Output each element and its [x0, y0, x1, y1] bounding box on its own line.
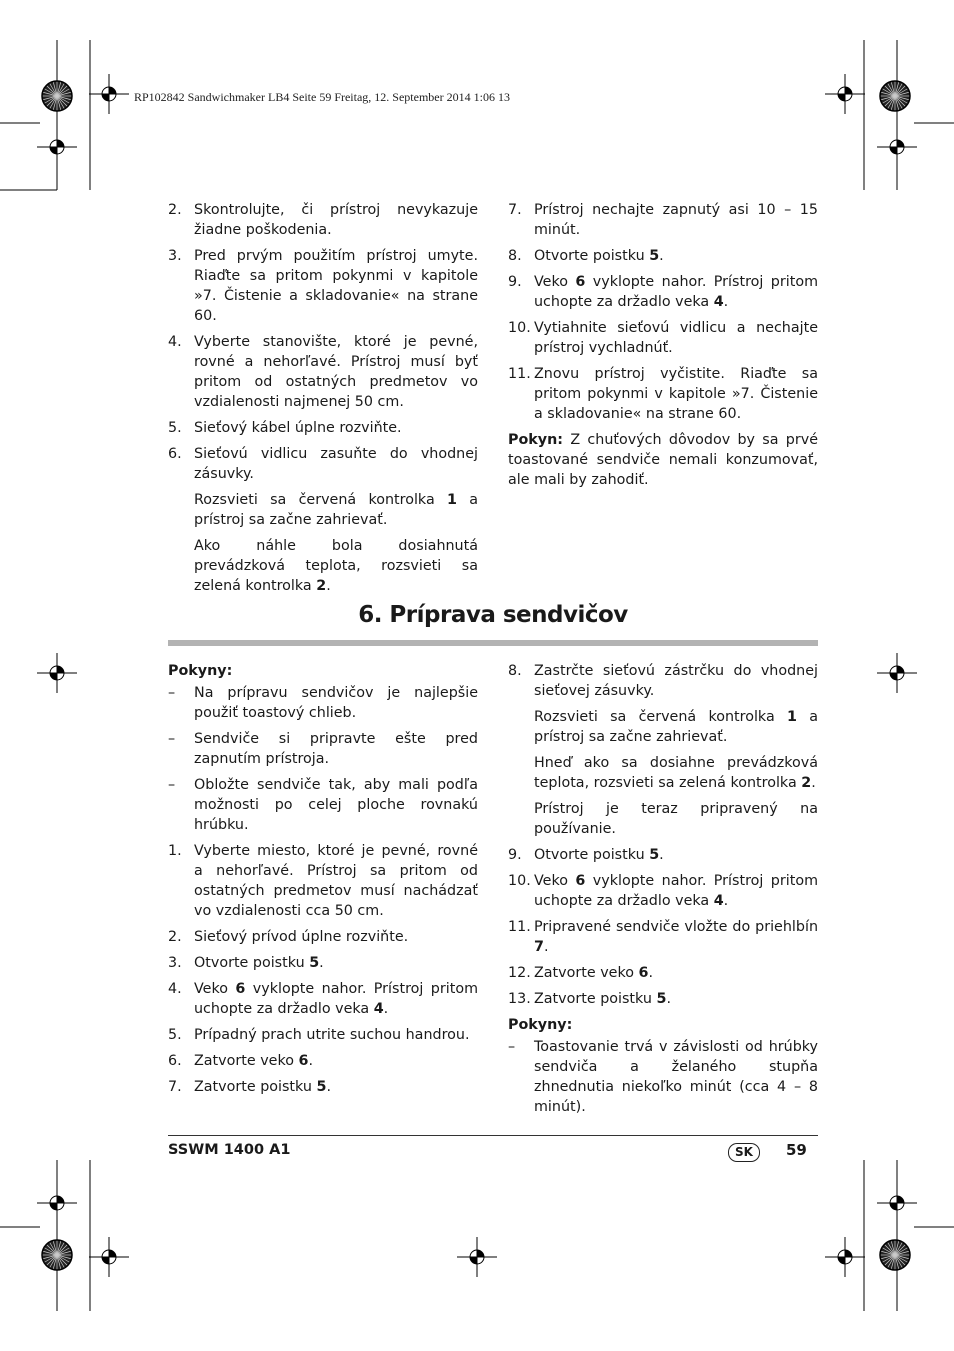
list-item: 6. Sieťovú vidlicu zasuňte do vhodnej zásuvky. [168, 446, 478, 482]
list-item: 5. Prípadný prach utrite suchou handrou. [168, 1027, 470, 1043]
list-item: 4. Veko 6 vyklopte nahor. Prístroj pritom uchopte za držadlo veka 4. [168, 981, 479, 1017]
list-item: 12. Zatvorte veko 6. [508, 965, 654, 981]
top-right-hint: Pokyn: Z chuťových dôvodov by sa prvé toastované sendviče nemali konzumovať, ale mali by zahodiť. [508, 432, 818, 488]
list-item: – Toastovanie trvá v závislosti od hrúbky sendviča a želaného stupňa zhnednutia niekoľko minút (cca 4 – 8 minút). [508, 1039, 818, 1115]
list-item: 8. Otvorte poistku 5. [508, 248, 664, 264]
list-item: 3. Otvorte poistku 5. [168, 955, 324, 971]
list-item: – Sendviče si pripravte ešte pred zapnutím prístroja. [168, 731, 478, 767]
list-item: 11. Pripravené sendviče vložte do priehlbín 7. [508, 919, 818, 955]
list-item: 11. Znovu prístroj vyčistite. Riaďte sa pritom pokynmi v kapitole »7. Čistenie a skladovanie« na strane 60. [508, 366, 818, 422]
language-badge: SK [728, 1143, 760, 1162]
list-item: 6. Zatvorte veko 6. [168, 1053, 314, 1069]
list-item: 2. Skontrolujte, či prístroj nevykazuje žiadne poškodenia. [168, 202, 478, 238]
bottom-right-note-red: Rozsvieti sa červená kontrolka 1 a prístroj sa začne zahrievať. [534, 709, 818, 745]
list-item: – Na prípravu sendvičov je najlepšie použiť toastový chlieb. [168, 685, 478, 721]
list-item: 7. Prístroj nechajte zapnutý asi 10 – 15 minút. [508, 202, 818, 238]
top-right-steps [508, 200, 818, 424]
bottom-left-steps [168, 841, 478, 1097]
bottom-right-column [508, 661, 818, 1123]
footer-model: SSWM 1400 A1 [168, 1142, 291, 1158]
list-item: 9. Veko 6 vyklopte nahor. Prístroj pritom uchopte za držadlo veka 4. [508, 274, 819, 310]
list-item: 13. Zatvorte poistku 5. [508, 991, 671, 1007]
list-item: 8. Zastrčte sieťovú zástrčku do vhodnej sieťovej zásuvky. [508, 663, 818, 699]
list-item: 4. Vyberte stanovište, ktoré je pevné, rovné a nehorľavé. Prístroj musí byť pritom od ostatných predmetov vo vzdialenosti najmenej 50 cm. [168, 334, 478, 410]
top-left-note-green: Ako náhle bola dosiahnutá prevádzková teplota, rozsvieti sa zelená kontrolka 2. [194, 538, 478, 594]
section-rule [168, 640, 818, 646]
list-item: 10. Vytiahnite sieťovú vidlicu a nechajte prístroj vychladnúť. [508, 320, 818, 356]
bottom-right-note-green: Hneď ako sa dosiahne prevádzková teplota, rozsvieti sa zelená kontrolka 2. [534, 755, 818, 791]
list-item: 10. Veko 6 vyklopte nahor. Prístroj pritom uchopte za držadlo veka 4. [508, 873, 819, 909]
footer-rule [168, 1135, 818, 1136]
top-right-column [508, 200, 818, 496]
list-item: 2. Sieťový prívod úplne rozviňte. [168, 929, 409, 945]
list-item: – Obložte sendviče tak, aby mali podľa možnosti po celej ploche rovnakú hrúbku. [168, 777, 478, 833]
bottom-right-note-ready: Prístroj je teraz pripravený na používanie. [534, 801, 818, 837]
section-title: 6. Príprava sendvičov [358, 602, 628, 628]
bottom-left-heading: Pokyny: [168, 663, 233, 679]
top-left-note-red: Rozsvieti sa červená kontrolka 1 a prístroj sa začne zahrievať. [194, 492, 478, 528]
list-item: 7. Zatvorte poistku 5. [168, 1079, 331, 1095]
bottom-left-column [168, 661, 478, 1103]
list-item: 3. Pred prvým použitím prístroj umyte. Riaďte sa pritom pokynmi v kapitole »7. Čistenie a skladovanie« na strane 60. [168, 248, 478, 324]
print-slug: RP102842 Sandwichmaker LB4 Seite 59 Freitag, 12. September 2014 1:06 13 [134, 90, 510, 104]
top-left-column [168, 200, 478, 602]
page-number: 59 [786, 1141, 807, 1159]
list-item: 9. Otvorte poistku 5. [508, 847, 664, 863]
top-left-steps [168, 200, 478, 484]
list-item: 5. Sieťový kábel úplne rozviňte. [168, 420, 402, 436]
bottom-left-tips [168, 683, 478, 835]
bottom-right-steps [508, 845, 818, 1009]
bottom-right-heading: Pokyny: [508, 1017, 573, 1033]
list-item: 1. Vyberte miesto, ktoré je pevné, rovné a nehorľavé. Prístroj sa pritom od ostatných predmetov musí nachádzať vo vzdialenosti cca 50 cm. [168, 843, 478, 919]
